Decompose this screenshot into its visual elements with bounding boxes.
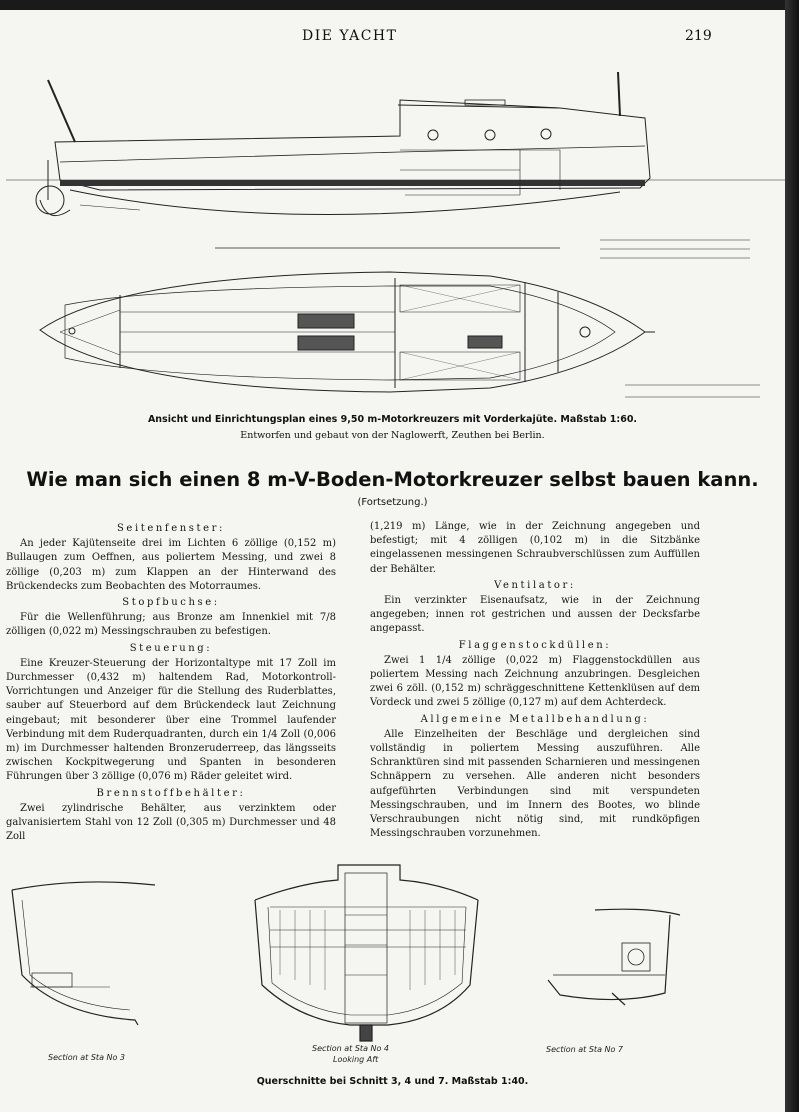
section-label-7: Section at Sta No 7 [546, 1045, 624, 1054]
section-heading: Stopfbuchse: [122, 597, 220, 609]
section-heading: Allgemeine Metallbehandlung: [420, 713, 650, 725]
paragraph: Zwei zylindrische Behälter, aus verzinktem oder galvanisiertem Stahl von 12 Zoll (0,305 m) Durchmesser und 48 Zoll [6, 802, 336, 843]
section-heading: Brennstoffbehälter: [96, 787, 246, 799]
boat-plan-drawing [0, 50, 785, 410]
right-column [370, 520, 700, 841]
section-heading: Steuerung: [129, 642, 213, 654]
section-label-looking-aft: Looking Aft [333, 1055, 379, 1064]
article-subtitle: (Fortsetzung.) [357, 497, 428, 508]
top-figure-caption: Ansicht und Einrichtungsplan eines 9,50 m-Motorkreuzers mit Vorderkajüte. Maßstab 1:60. [147, 414, 638, 425]
paragraph: Alle Einzelheiten der Beschläge und dergleichen sind vollständig in poliertem Messing auszuführen. Alle Schranktüren sind mit passenden Scharnieren und messingenen Schnäppern zu versehen. Alle anderen nicht besonders aufgeführten Verbindungen sind mit verspundeten Messingschrauben, und im Innern des Bootes, wo blinde Verschraubungen nicht nötig sind, mit rundköpfigen Messingschrauben vorzunehmen. [370, 728, 700, 840]
left-column [6, 520, 336, 844]
section-label-4: Section at Sta No 4 [312, 1044, 390, 1053]
running-header-title: DIE YACHT [302, 28, 398, 44]
paragraph: Zwei 1 1/4 zöllige (0,022 m) Flaggenstockdüllen aus poliertem Messing nach Zeichnung anzubringen. Desgleichen zwei 6 zöll. (0,152 m) schräggeschnittene Kettenklüsen auf dem Vordeck und zwei 5 zöllige (0,127 m) auf dem Achterdeck. [370, 654, 700, 709]
paragraph: An jeder Kajütenseite drei im Lichten 6 zöllige (0,152 m) Bullaugen zum Oeffnen, aus poliertem Messing, und zwei 8 zöllige (0,203 m) zum Klappen an der Hinterwand des Brückendecks zum Beobachten des Motorraumes. [6, 538, 336, 592]
page-number: 219 [685, 28, 712, 44]
paragraph: Für die Wellenführung; aus Bronze am Innenkiel mit 7/8 zölligen (0,022 m) Messingschrauben zu befestigen. [6, 612, 336, 638]
cross-section-drawing [0, 855, 785, 1070]
section-heading: Flaggenstockdüllen: [458, 639, 612, 651]
section-heading: Seitenfenster: [116, 523, 226, 534]
article-title: Wie man sich einen 8 m-V-Boden-Motorkreuzer selbst bauen kann. [26, 468, 759, 491]
bottom-figure-caption: Querschnitte bei Schnitt 3, 4 und 7. Maßstab 1:40. [256, 1076, 529, 1087]
magazine-page [0, 10, 785, 1112]
section-label-3: Section at Sta No 3 [48, 1053, 126, 1062]
paragraph: Ein verzinkter Eisenaufsatz, wie in der Zeichnung angegeben; innen rot gestrichen und aussen der Decksfarbe angepasst. [370, 595, 700, 635]
top-figure-credit: Entworfen und gebaut von der Naglowerft, Zeuthen bei Berlin. [240, 430, 545, 441]
book-spine-edge [785, 0, 799, 1112]
paragraph: Eine Kreuzer-Steuerung der Horizontaltype mit 17 Zoll im Durchmesser (0,432 m) haltendem Rad, Motorkontroll-Vorrichtungen und Anzeiger für die Stellung des Ruderblattes, sauber auf Steuerbord auf dem Brückendeck laut Zeichnung eingebaut; mit besonderer über eine Trommel laufender Verbindung mit dem Ruderquadranten, durch ein 1/4 Zoll (0,006 m) im Durchmesser haltenden Bronzeruderreep, das längsseits zwischen Kockpitwegerung und Spanten in besonderen Führungen über 3 zöllige (0,076 m) Räder geleitet wird. [6, 657, 336, 783]
paragraph: (1,219 m) Länge, wie in der Zeichnung angegeben und befestigt; mit 4 zölligen (0,102 m) in die Sitzbänke eingelassenen messingenen Schraubverschlüssen zum Auffüllen der Behälter. [370, 521, 700, 575]
section-heading: Ventilator: [494, 579, 576, 591]
